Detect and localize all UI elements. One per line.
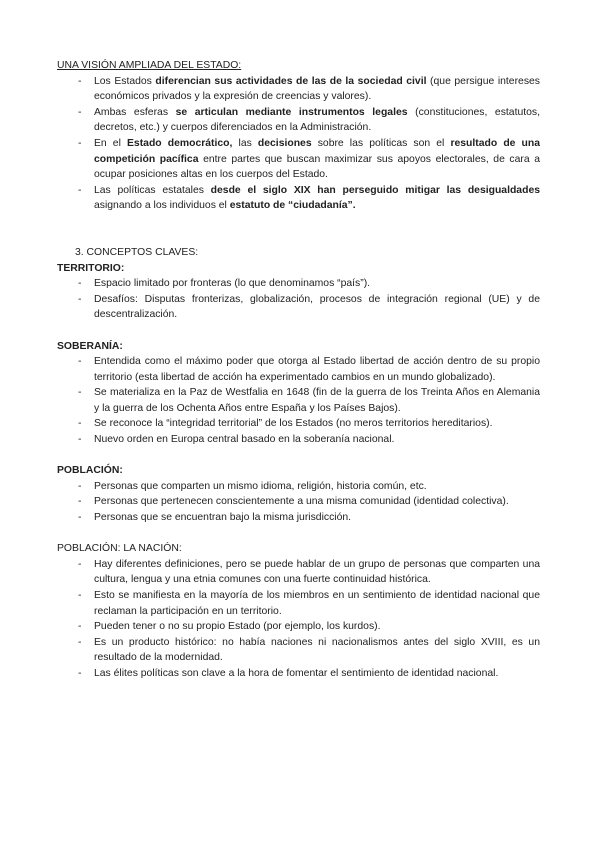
bullet-list [57, 479, 540, 526]
bullet-list [57, 276, 540, 323]
spacer [57, 526, 540, 542]
text-run: Personas que pertenecen conscientemente a una misma comunidad (identidad colectiva). [94, 496, 509, 508]
section-heading: POBLACIÓN: [57, 465, 123, 477]
bullet-dash: - [78, 75, 82, 87]
list-item [57, 588, 540, 619]
text-run: Desafíos: Disputas fronterizas, globalización, procesos de integración regional (UE) y de descentralización. [94, 293, 540, 321]
bullet-dash: - [78, 278, 82, 290]
text-run: Se reconoce la “integridad territorial” de los Estados (no meros territorios hereditarios). [94, 418, 493, 430]
list-item [57, 136, 540, 183]
text-run: Pueden tener o no su propio Estado (por ejemplo, los kurdos). [94, 621, 381, 633]
text-run: Espacio limitado por fronteras (lo que denominamos “país”). [94, 278, 371, 290]
text-run: Entendida como el máximo poder que otorga al Estado libertad de acción dentro de su propio territorio (esta libertad de acción ha experimentado cambios en un mundo globalizado). [94, 356, 540, 383]
text-run: sobre las políticas son el [311, 137, 451, 149]
text-run: En el [94, 137, 127, 149]
list-item [57, 557, 540, 588]
text-run: Personas que se encuentran bajo la misma jurisdicción. [94, 512, 352, 524]
bullet-dash: - [78, 496, 82, 508]
text-run: Las políticas estatales [94, 184, 211, 196]
list-item [57, 510, 540, 526]
text-run: Hay diferentes definiciones, pero se puede hablar de un grupo de personas que comparten una cultura, lengua y una etnia comunes con una fuerte continuidad histórica. [94, 558, 540, 586]
spacer [57, 448, 540, 464]
bullet-dash: - [78, 480, 82, 492]
bullet-dash: - [78, 667, 82, 679]
bullet-dash: - [78, 293, 82, 305]
list-item [57, 666, 540, 682]
text-run: Los Estados [94, 75, 156, 87]
bullet-dash: - [78, 387, 82, 399]
section-heading: POBLACIÓN: LA NACIÓN: [57, 543, 182, 555]
list-item [57, 416, 540, 432]
spacer [57, 323, 540, 339]
bullet-dash: - [78, 590, 82, 601]
list-item [57, 619, 540, 635]
section-heading: 3. CONCEPTOS CLAVES: [75, 246, 199, 258]
text-run: (constituciones, estatutos, decretos, etc.) y cuerpos diferenciados en la Administración. [94, 106, 540, 134]
bullet-dash: - [78, 434, 82, 446]
text-run: entre partes que buscan maximizar sus apoyos electorales, de cara a ocupar posiciones altas en los cuerpos del Estado. [94, 153, 541, 181]
bold-text: Estado democrático, [127, 137, 233, 149]
text-run: Es un producto histórico: no había naciones ni nacionalismos antes del siglo XVIII, es un resultado de la modernidad. [94, 636, 540, 664]
text-run: Nuevo orden en Europa central basado en la soberanía nacional. [94, 434, 395, 446]
bold-text: resultado de una competición pacífica [94, 137, 541, 165]
text-run: Esto se manifiesta en la mayoría de los miembros en un sentimiento de identidad nacional que reclaman la participación en un territorio. [94, 590, 540, 617]
section-heading: SOBERANÍA: [57, 340, 123, 352]
bullet-dash: - [78, 636, 82, 648]
bold-text: diferencian sus actividades de las de la sociedad civil [155, 75, 427, 87]
bullet-dash: - [78, 558, 82, 570]
bullet-dash: - [78, 106, 82, 118]
bullet-dash: - [78, 621, 82, 633]
list-item [57, 292, 540, 323]
list-item [57, 494, 540, 510]
list-item [57, 479, 540, 495]
text-run: asignando a los individuos el [94, 200, 230, 212]
list-item [57, 354, 540, 385]
bullet-list [57, 354, 540, 448]
list-item [57, 105, 540, 136]
bullet-dash: - [78, 418, 82, 430]
bullet-dash: - [78, 137, 82, 149]
section-heading: UNA VISIÓN AMPLIADA DEL ESTADO: [57, 60, 242, 71]
text-run: Las élites políticas son clave a la hora de fomentar el sentimiento de identidad nacional. [94, 667, 499, 679]
text-run: las [232, 137, 258, 149]
text-run: Ambas esferas [94, 106, 176, 118]
section-heading: TERRITORIO: [57, 262, 125, 274]
bold-text: se articulan mediante instrumentos legales [175, 106, 408, 118]
text-run: Se materializa en la Paz de Westfalia en 1648 (fin de la guerra de los Treinta Años en Alemania y la guerra de los Ochenta Años entre España y los Países Bajos). [94, 387, 540, 414]
spacer [57, 214, 540, 245]
list-item [57, 432, 540, 448]
text-run: Personas que comparten un mismo idioma, religión, historia común, etc. [94, 480, 427, 492]
list-item [57, 183, 540, 214]
list-item [57, 635, 540, 666]
text-run: (que persigue intereses económicos privados y la expresión de creencias y valores). [94, 75, 540, 103]
list-item [57, 74, 540, 105]
bullet-list [57, 557, 540, 682]
bold-text: desde el siglo XIX han perseguido mitigar las desigualdades [210, 184, 540, 196]
list-item [57, 385, 540, 416]
bold-text: decisiones [257, 137, 312, 149]
bullet-dash: - [78, 184, 82, 196]
bold-text: estatuto de “ciudadanía”. [229, 200, 356, 212]
bullet-dash: - [78, 356, 82, 368]
list-item [57, 276, 540, 292]
bullet-list [57, 74, 540, 214]
bullet-dash: - [78, 512, 82, 524]
